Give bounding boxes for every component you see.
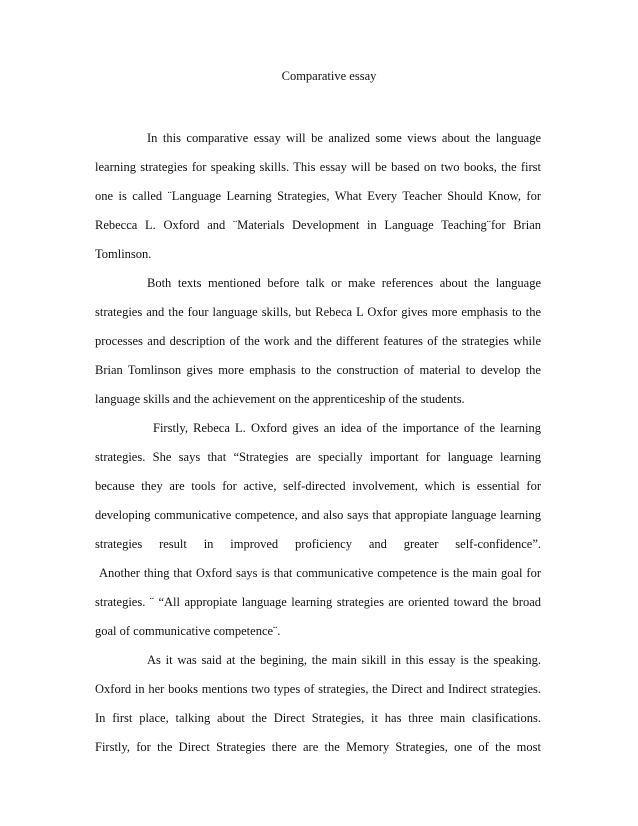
- text-line: In this comparative essay will be analized some views about the language: [147, 131, 541, 145]
- text-line: language skills and the achievement on the apprenticeship of the students.: [95, 392, 465, 406]
- text-line: As it was said at the begining, the main sikill in this essay is the speaking.: [147, 653, 541, 667]
- text-line: Oxford in her books mentions two types of strategies, the Direct and Indirect strategies.: [95, 682, 541, 696]
- text-line: strategies result in improved proficiency and greater self-confidence”.: [95, 537, 541, 551]
- text-line: one is called ¨Language Learning Strategies, What Every Teacher Should Know, for: [95, 189, 541, 203]
- text-line: developing communicative competence, and also says that appropiate language learning: [95, 508, 541, 522]
- text-line: In first place, talking about the Direct Strategies, it has three main clasifications.: [95, 711, 541, 725]
- text-line: Rebecca L. Oxford and ¨Materials Development in Language Teaching¨for Brian: [95, 218, 541, 232]
- text-line: Brian Tomlinson gives more emphasis to the construction of material to develop the: [95, 363, 541, 377]
- text-line: processes and description of the work and the different features of the strategies while: [95, 334, 541, 348]
- text-line: Firstly, Rebeca L. Oxford gives an idea of the importance of the learning: [153, 421, 541, 435]
- document-title: Comparative essay: [281, 69, 377, 83]
- text-line: because they are tools for active, self-directed involvement, which is essential for: [95, 479, 541, 493]
- text-line: strategies. ¨ “All appropiate language learning strategies are oriented toward the broad: [95, 595, 541, 609]
- text-line: Firstly, for the Direct Strategies there are the Memory Strategies, one of the most: [95, 740, 541, 754]
- text-line: Tomlinson.: [95, 247, 152, 261]
- text-line: Another thing that Oxford says is that communicative competence is the main goal for: [99, 566, 541, 580]
- text-line: learning strategies for speaking skills. This essay will be based on two books, the first: [95, 160, 541, 174]
- text-line: strategies and the four language skills, but Rebeca L Oxfor gives more emphasis to the: [95, 305, 541, 319]
- text-line: goal of communicative competence¨.: [95, 624, 281, 638]
- text-line: strategies. She says that “Strategies are specially important for language learning: [95, 450, 541, 464]
- text-line: Both texts mentioned before talk or make references about the language: [147, 276, 541, 290]
